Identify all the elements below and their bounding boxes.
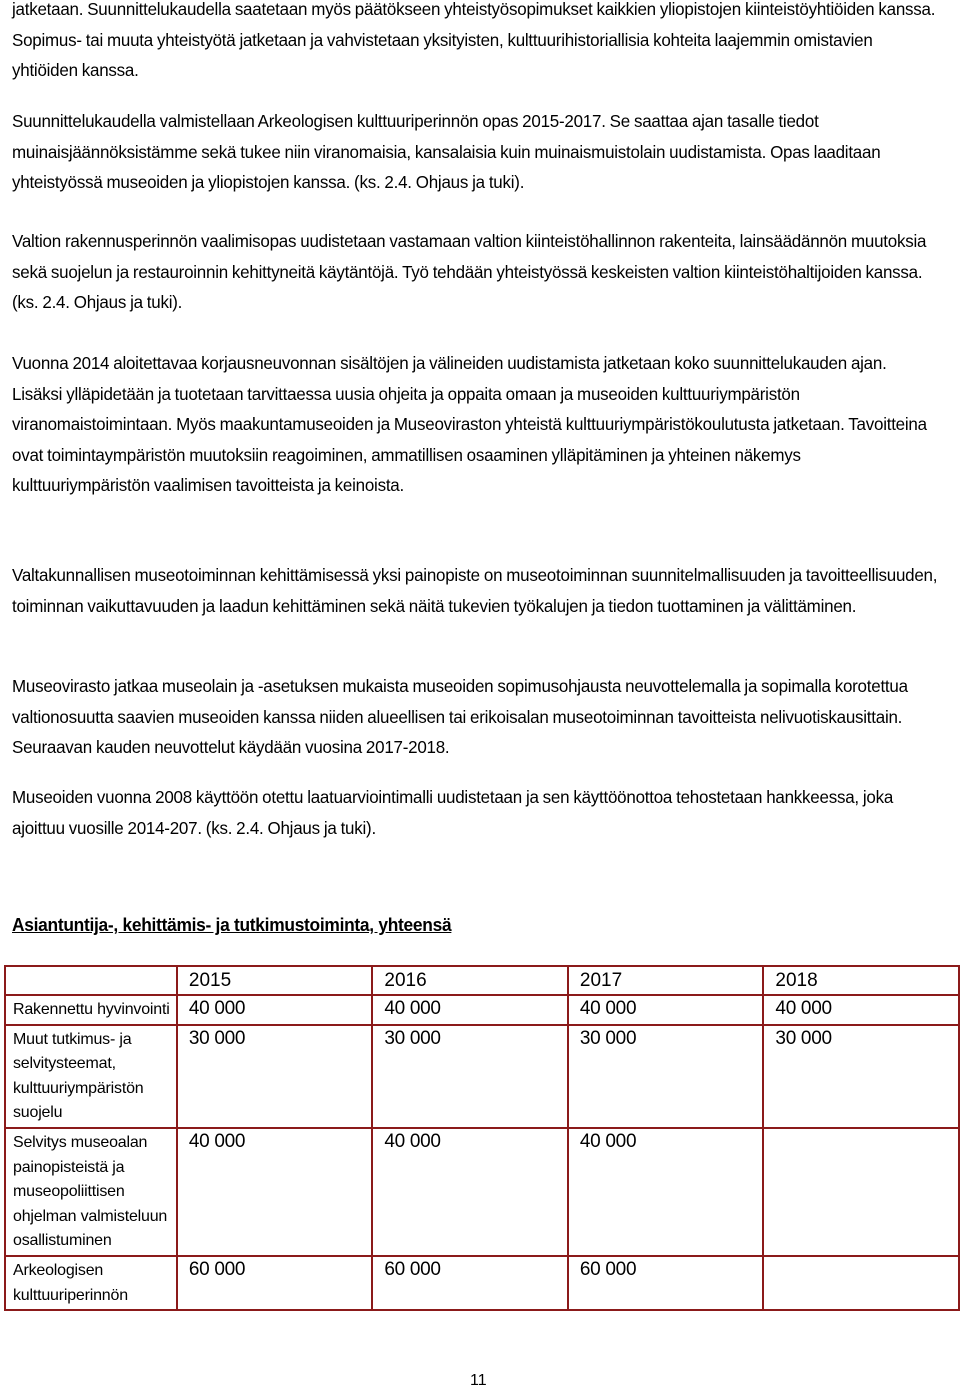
table-cell: 40 000 [372, 995, 568, 1025]
table-row [5, 1128, 959, 1256]
row-label: Selvitys museoalan painopisteistä ja museopoliittisen ohjelman valmisteluun osallistuminen [5, 1128, 177, 1256]
table-cell: 30 000 [177, 1025, 373, 1128]
page-number: 11 [470, 1372, 487, 1389]
paragraph-archaeology-guide: Suunnittelukaudella valmistellaan Arkeologisen kulttuuriperinnön opas 2015-2017. Se saattaa ajan tasalle tiedot muinaisjäännöksistämme sekä tukee niin viranomaisia, kansalaisia kuin muinaismuistolain uudistamista. Opas laaditaan yhteistyössä museoiden ja yliopistojen kanssa. (ks. 2.4. Ohjaus ja tuki). [12, 111, 881, 192]
table-header-row [5, 966, 959, 995]
table-cell: 40 000 [177, 1128, 373, 1256]
table-cell: 60 000 [177, 1256, 373, 1310]
table-cell [763, 1256, 959, 1310]
table-cell: 40 000 [177, 995, 373, 1025]
table-cell: 40 000 [568, 1128, 764, 1256]
paragraph-museum-development: Valtakunnallisen museotoiminnan kehittämisessä yksi painopiste on museotoiminnan suunnitelmallisuuden ja tavoitteellisuuden, toiminnan vaikuttavuuden ja laadun kehittäminen sekä näitä tukevien työkalujen ja tiedon tuottaminen ja välittäminen. [12, 565, 938, 616]
row-label: Muut tutkimus- ja selvitysteemat, kulttuuriympäristön suojelu [5, 1025, 177, 1128]
table-cell: 30 000 [372, 1025, 568, 1128]
table-row [5, 995, 959, 1025]
table-corner-cell [5, 966, 177, 995]
paragraph-repair-advice: Vuonna 2014 aloitettavaa korjausneuvonnan sisältöjen ja välineiden uudistamista jatketaan koko suunnittelukauden ajan. Lisäksi ylläpidetään ja tuotetaan tarvittaessa uusia ohjeita ja oppaita omaan ja museoiden kulttuuriympäristön viranomaistoimintaan. Myös maakuntamuseoiden ja Museoviraston yhteistä kulttuuriympäristökoulutusta jatketaan. Tavoitteina ovat toimintaympäristön muutoksiin reagoiminen, ammatillisen osaaminen ylläpitäminen ja yhteinen näkemys kulttuuriympäristön vaalimisen tavoitteista ja keinoista. [12, 353, 927, 495]
paragraph-heritage-guide: Valtion rakennusperinnön vaalimisopas uudistetaan vastamaan valtion kiinteistöhallinnon rakenteita, lainsäädännön muutoksia sekä suojelun ja restauroinnin kehittyneitä käytäntöjä. Työ tehdään yhteistyössä keskeisten valtion kiinteistöhaltijoiden kanssa. (ks. 2.4. Ohjaus ja tuki). [12, 231, 927, 312]
table-cell: 60 000 [568, 1256, 764, 1310]
budget-table [4, 965, 960, 1311]
table-cell: 30 000 [568, 1025, 764, 1128]
table-cell: 30 000 [763, 1025, 959, 1128]
year-header: 2016 [372, 966, 568, 995]
table-row [5, 1025, 959, 1128]
table-cell: 40 000 [372, 1128, 568, 1256]
row-label: Rakennettu hyvinvointi [5, 995, 177, 1025]
table-row [5, 1256, 959, 1310]
paragraph-quality-model: Museoiden vuonna 2008 käyttöön otettu laatuarviointimalli uudistetaan ja sen käyttöönottoa tehostetaan hankkeessa, joka ajoittuu vuosille 2014-207. (ks. 2.4. Ohjaus ja tuki). [12, 787, 894, 838]
year-header: 2015 [177, 966, 373, 995]
section-heading: Asiantuntija-, kehittämis- ja tutkimustoiminta, yhteensä [12, 915, 452, 935]
year-header: 2017 [568, 966, 764, 995]
table-cell: 60 000 [372, 1256, 568, 1310]
year-header: 2018 [763, 966, 959, 995]
paragraph-cooperation-agreements: jatketaan. Suunnittelukaudella saatetaan myös päätökseen yhteistyösopimukset kaikkien yliopistojen kiinteistöyhtiöiden kanssa. Sopimus- tai muuta yhteistyötä jatketaan ja vahvistetaan yksityisten, kulttuurihistoriallisia kohteita laajemmin omistavien yhtiöiden kanssa. [12, 0, 936, 80]
row-label: Arkeologisen kulttuuriperinnön [5, 1256, 177, 1310]
table-cell [763, 1128, 959, 1256]
table-cell: 40 000 [763, 995, 959, 1025]
table-cell: 40 000 [568, 995, 764, 1025]
paragraph-contract-steering: Museovirasto jatkaa museolain ja -asetuksen mukaista museoiden sopimusohjausta neuvottelemalla ja sopimalla korotettua valtionosuutta saavien museoiden kanssa niiden alueellisen tai erikoisalan museotoiminnan tavoitteista nelivuotiskausittain. Seuraavan kauden neuvottelut käydään vuosina 2017-2018. [12, 676, 908, 757]
